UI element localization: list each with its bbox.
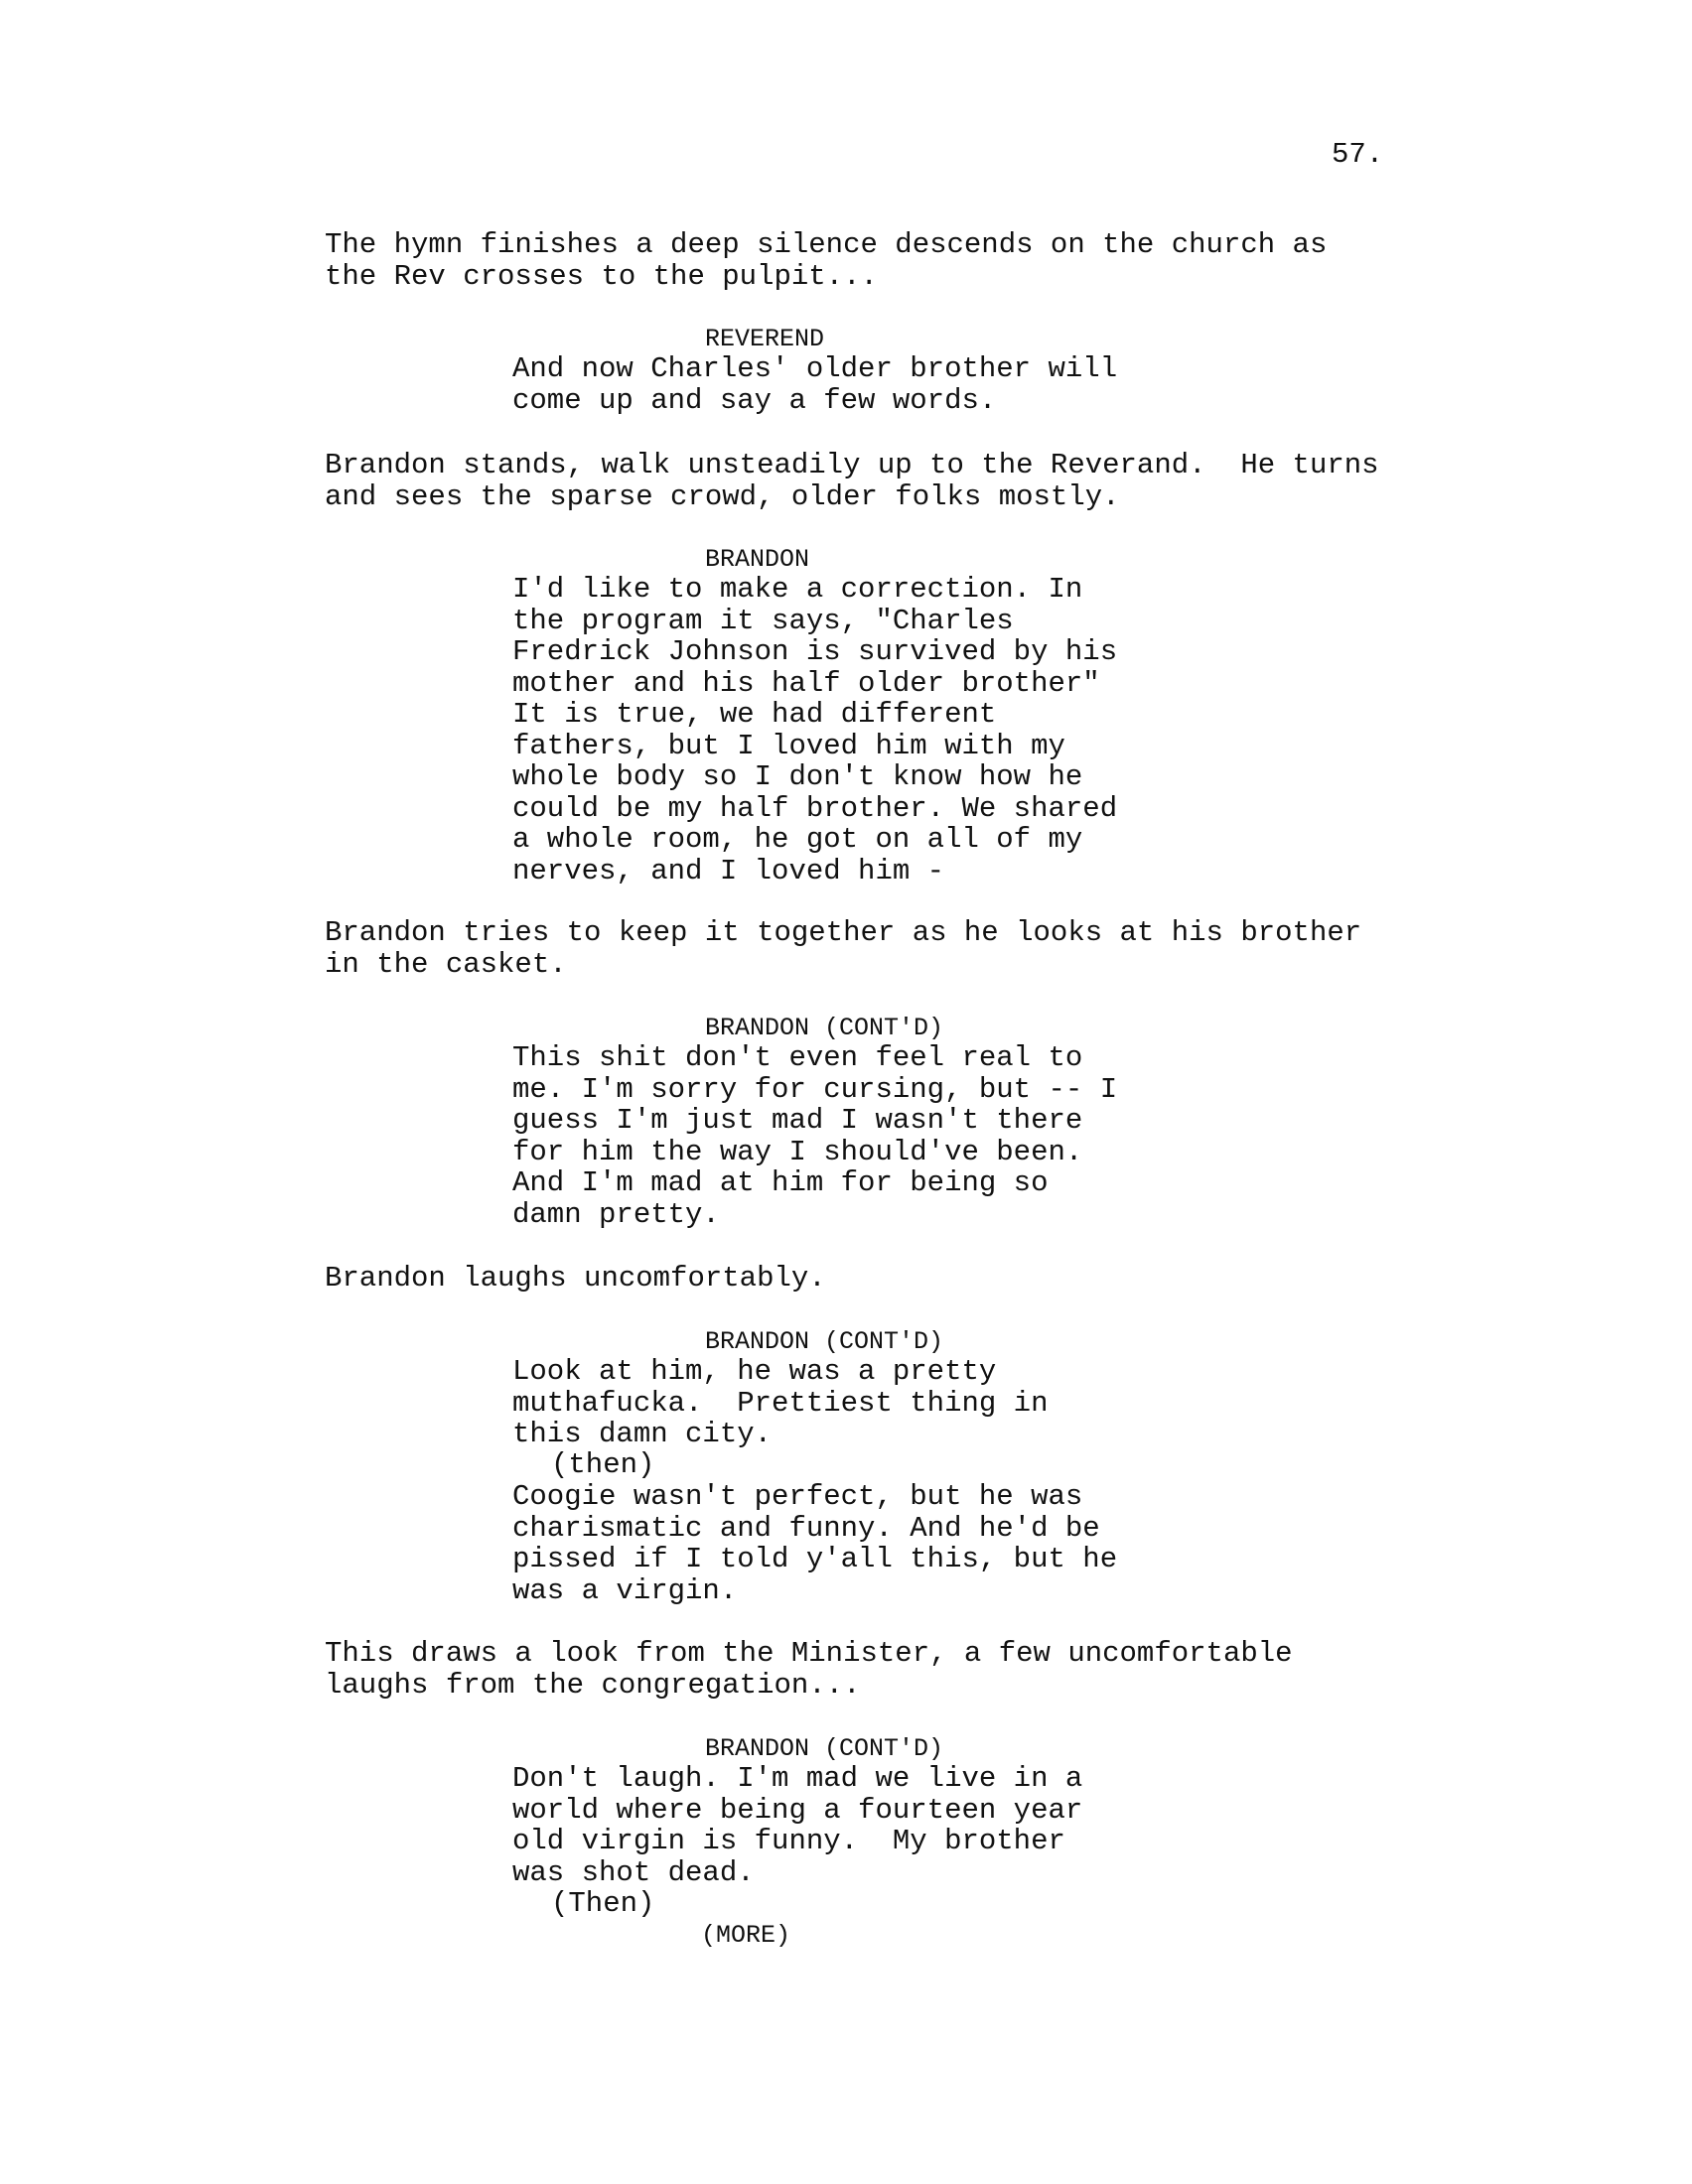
character-name: BRANDON (CONT'D) <box>705 1014 944 1042</box>
action-line: Brandon laughs uncomfortably. <box>325 1262 826 1295</box>
dialogue: Look at him, he was a pretty muthafucka. Prettiest thing in this damn city. <box>512 1355 1049 1450</box>
character-name: BRANDON <box>705 545 810 574</box>
dialogue: I'd like to make a correction. In the program it says, "Charles Fredrick Johnson is survived by his mother and his half older brother" It is true, we had different fathers, but I loved him with my whole body so I don't know how he could be my half brother. We shared a whole room, he got on all of my nerves, and I loved him - <box>512 573 1118 887</box>
dialogue: This shit don't even feel real to me. I'm sorry for cursing, but -- I guess I'm just mad I wasn't there for him the way I should've been. And I'm mad at him for being so damn pretty. <box>512 1041 1118 1231</box>
character-name: REVEREND <box>705 325 825 353</box>
parenthetical: (Then) <box>551 1887 655 1920</box>
action-line: This draws a look from the Minister, a few uncomfortable laughs from the congregation... <box>325 1637 1293 1702</box>
action-line: The hymn finishes a deep silence descends on the church as the Rev crosses to the pulpit... <box>325 228 1328 293</box>
page-number: 57. <box>1332 138 1384 171</box>
dialogue: Coogie wasn't perfect, but he was charismatic and funny. And he'd be pissed if I told y'all this, but he was a virgin. <box>512 1480 1118 1607</box>
action-line: Brandon stands, walk unsteadily up to the Reverand. He turns and sees the sparse crowd, older folks mostly. <box>325 449 1379 513</box>
character-name: BRANDON (CONT'D) <box>705 1327 944 1356</box>
action-line: Brandon tries to keep it together as he looks at his brother in the casket. <box>325 916 1362 981</box>
character-name: BRANDON (CONT'D) <box>705 1734 944 1763</box>
parenthetical: (then) <box>551 1448 655 1481</box>
dialogue: Don't laugh. I'm mad we live in a world where being a fourteen year old virgin is funny. My brother was shot dead. <box>512 1762 1083 1889</box>
more-marker: (MORE) <box>701 1921 791 1950</box>
dialogue: And now Charles' older brother will come up and say a few words. <box>512 352 1118 417</box>
